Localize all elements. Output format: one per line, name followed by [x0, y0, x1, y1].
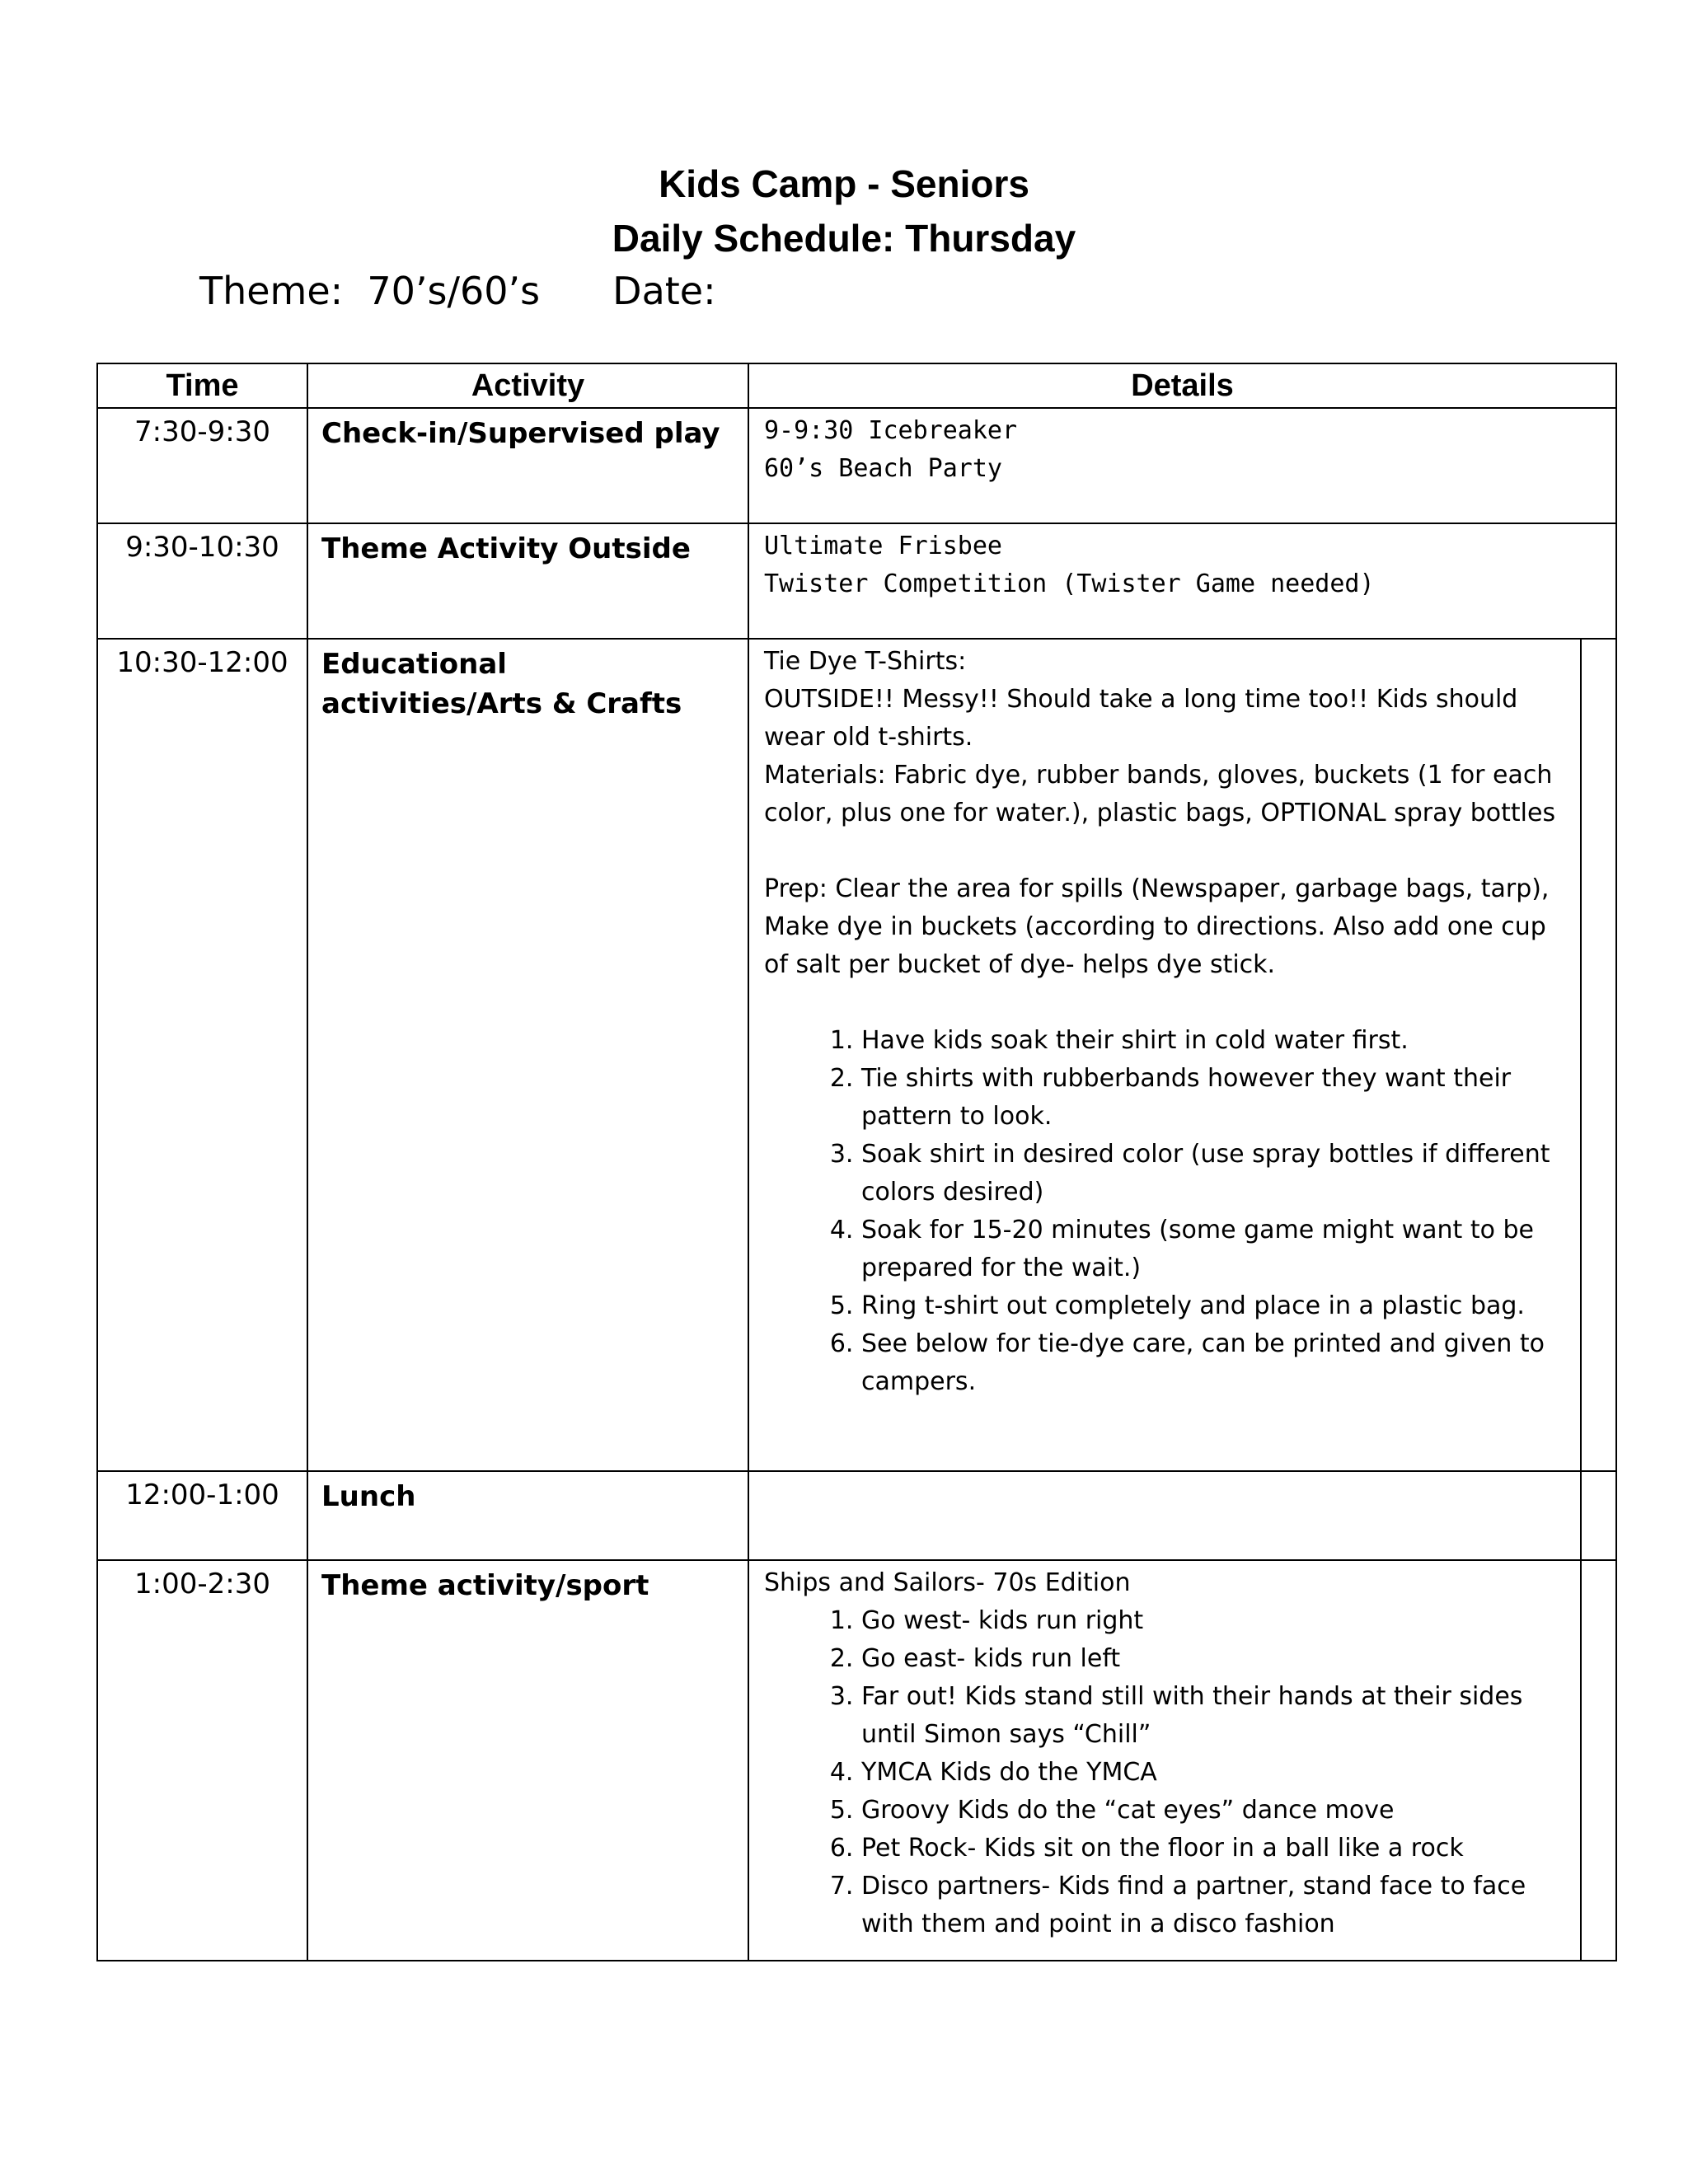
list-item: 4. Soak for 15-20 minutes (some game might want to be prepared for the wait.) — [861, 1212, 1568, 1287]
details-line: 9-9:30 Icebreaker — [764, 416, 1018, 445]
theme-date-line — [199, 264, 716, 318]
column-header-time: Time — [97, 363, 307, 408]
details-intro: Tie Dye T-Shirts: — [764, 647, 967, 676]
table-row — [97, 1560, 1616, 1961]
table-header-row — [97, 363, 1616, 408]
row-activity: Theme Activity Outside — [307, 523, 748, 639]
extra-column-cell — [1581, 1471, 1616, 1560]
list-item: 2. Tie shirts with rubberbands however they want their pattern to look. — [861, 1060, 1568, 1136]
details-line: Twister Competition (Twister Game needed) — [764, 569, 1375, 598]
details-paragraph: Materials: Fabric dye, rubber bands, gloves, buckets (1 for each color, plus one for water.), plastic bags, OPTIONAL spray bottles — [764, 761, 1556, 827]
steps-list — [764, 1022, 1568, 1401]
row-activity: Check-in/Supervised play — [307, 408, 748, 523]
row-details — [748, 1471, 1581, 1560]
list-item: 1. Go west- kids run right — [861, 1602, 1568, 1640]
row-activity: Educational activities/Arts & Crafts — [307, 639, 748, 1471]
extra-column-cell — [1581, 1560, 1616, 1961]
row-time: 1:00-2:30 — [97, 1560, 307, 1961]
details-line: 60’s Beach Party — [764, 454, 1002, 483]
table-row — [97, 1471, 1616, 1560]
row-details — [748, 408, 1616, 523]
title-line-1: Kids Camp - Seniors — [659, 162, 1029, 205]
row-activity: Lunch — [307, 1471, 748, 1560]
list-item: 7. Disco partners- Kids find a partner, stand face to face with them and point in a disco fashion — [861, 1868, 1568, 1943]
details-paragraph: OUTSIDE!! Messy!! Should take a long time too!! Kids should wear old t-shirts. — [764, 685, 1518, 752]
column-header-details: Details — [748, 363, 1616, 408]
details-intro: Ships and Sailors- 70s Edition — [764, 1568, 1131, 1597]
table-row — [97, 523, 1616, 639]
row-activity: Theme activity/sport — [307, 1560, 748, 1961]
extra-column-cell — [1581, 639, 1616, 1471]
details-paragraph: Prep: Clear the area for spills (Newspaper, garbage bags, tarp), Make dye in buckets (according to directions. Also add one cup of salt per bucket of dye- helps dye stick. — [764, 874, 1550, 979]
row-time: 12:00-1:00 — [97, 1471, 307, 1560]
row-details — [748, 523, 1616, 639]
document-title — [0, 157, 1688, 265]
row-time: 10:30-12:00 — [97, 639, 307, 1471]
details-line: Ultimate Frisbee — [764, 532, 1002, 560]
date-label: Date: — [612, 269, 716, 313]
list-item: 1. Have kids soak their shirt in cold water first. — [861, 1022, 1568, 1060]
row-time: 9:30-10:30 — [97, 523, 307, 639]
title-line-2: Daily Schedule: Thursday — [612, 217, 1076, 260]
list-item: 6. Pet Rock- Kids sit on the floor in a ball like a rock — [861, 1830, 1568, 1868]
list-item: 3. Far out! Kids stand still with their hands at their sides until Simon says “Chill” — [861, 1678, 1568, 1754]
list-item: 5. Ring t-shirt out completely and place in a plastic bag. — [861, 1287, 1568, 1325]
row-details — [748, 1560, 1581, 1961]
list-item: 2. Go east- kids run left — [861, 1640, 1568, 1678]
table-row — [97, 639, 1616, 1471]
column-header-activity: Activity — [307, 363, 748, 408]
list-item: 5. Groovy Kids do the “cat eyes” dance move — [861, 1792, 1568, 1830]
table-row — [97, 408, 1616, 523]
steps-list — [764, 1602, 1568, 1943]
list-item: 3. Soak shirt in desired color (use spray bottles if different colors desired) — [861, 1136, 1568, 1212]
row-time: 7:30-9:30 — [97, 408, 307, 523]
list-item: 4. YMCA Kids do the YMCA — [861, 1754, 1568, 1792]
schedule-table — [96, 363, 1617, 1961]
theme-label: Theme: 70’s/60’s — [199, 269, 541, 313]
row-details — [748, 639, 1581, 1471]
list-item: 6. See below for tie-dye care, can be printed and given to campers. — [861, 1325, 1568, 1401]
